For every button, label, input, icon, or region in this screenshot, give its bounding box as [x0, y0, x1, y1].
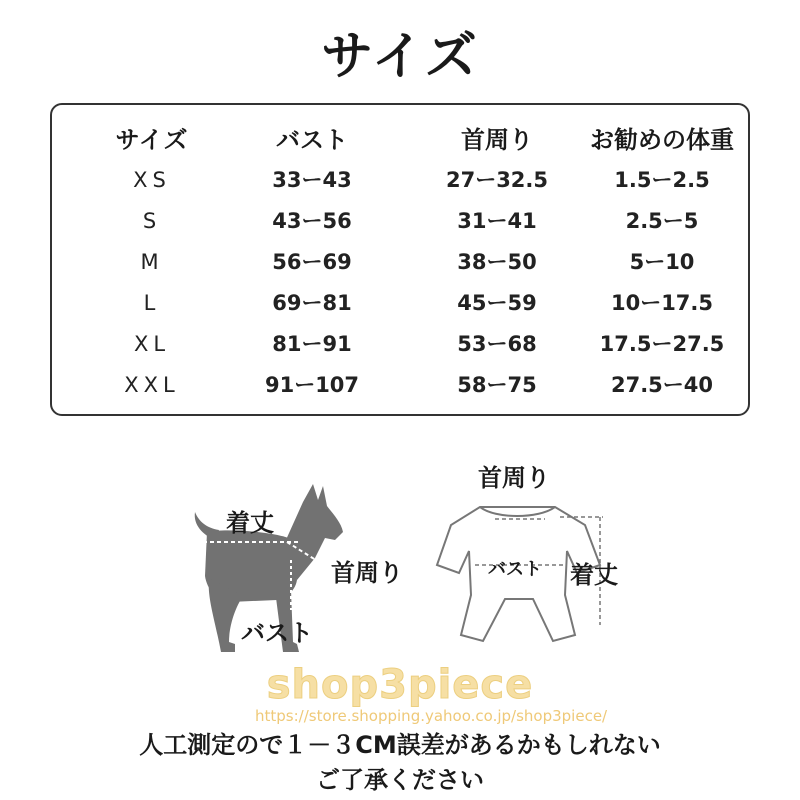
cell-weight: 2.5ー5	[625, 209, 699, 233]
cell-neck: 45ー59	[457, 291, 537, 315]
table-row	[52, 203, 748, 239]
header-size: サイズ	[115, 126, 189, 154]
cell-bust: 91ー107	[264, 373, 360, 397]
cell-neck: 53ー68	[457, 332, 537, 356]
table-row	[52, 285, 748, 321]
cell-weight: 10ー17.5	[610, 291, 714, 315]
header-neck: 首周り	[461, 126, 533, 154]
cell-bust: 69ー81	[272, 291, 352, 315]
header-weight: お勧めの体重	[590, 126, 734, 154]
apology-note: ご了承ください	[316, 766, 484, 794]
size-table	[50, 103, 750, 416]
dog-length-label: 着丈	[226, 509, 274, 537]
brand-watermark: shop3piece	[266, 662, 534, 708]
cell-weight: 17.5ー27.5	[599, 332, 725, 356]
cell-size: XS	[133, 168, 171, 192]
table-row	[52, 162, 748, 198]
cell-bust: 56ー69	[272, 250, 352, 274]
cell-neck: 38ー50	[457, 250, 537, 274]
cell-size: M	[140, 250, 164, 274]
table-row	[52, 244, 748, 280]
table-row	[52, 326, 748, 362]
page-title: サイズ	[321, 27, 479, 87]
cell-size: XL	[133, 332, 171, 356]
cell-weight: 27.5ー40	[610, 373, 714, 397]
header-bust: バスト	[276, 126, 348, 154]
dog-chest-label: バスト	[241, 619, 313, 647]
table-header-row	[52, 122, 748, 158]
garment-chest-label: バスト	[488, 559, 542, 580]
store-url[interactable]: https://store.shopping.yahoo.co.jp/shop3piece/	[255, 707, 608, 725]
cell-size: XXL	[124, 373, 180, 397]
garment-neck-label: 首周り	[478, 464, 550, 492]
cell-neck: 31ー41	[457, 209, 537, 233]
cell-size: S	[142, 209, 162, 233]
dog-neck-label: 首周り	[331, 559, 403, 587]
cell-bust: 43ー56	[272, 209, 352, 233]
cell-neck: 58ー75	[457, 373, 537, 397]
cell-weight: 5ー10	[629, 250, 695, 274]
table-row	[52, 367, 748, 403]
garment-length-label: 着丈	[570, 561, 618, 589]
measurement-note: 人工測定ので１－３CM誤差があるかもしれない	[139, 731, 661, 759]
cell-bust: 33ー43	[272, 168, 352, 192]
cell-neck: 27ー32.5	[445, 168, 549, 192]
cell-bust: 81ー91	[272, 332, 352, 356]
cell-weight: 1.5ー2.5	[614, 168, 710, 192]
cell-size: L	[143, 291, 161, 315]
